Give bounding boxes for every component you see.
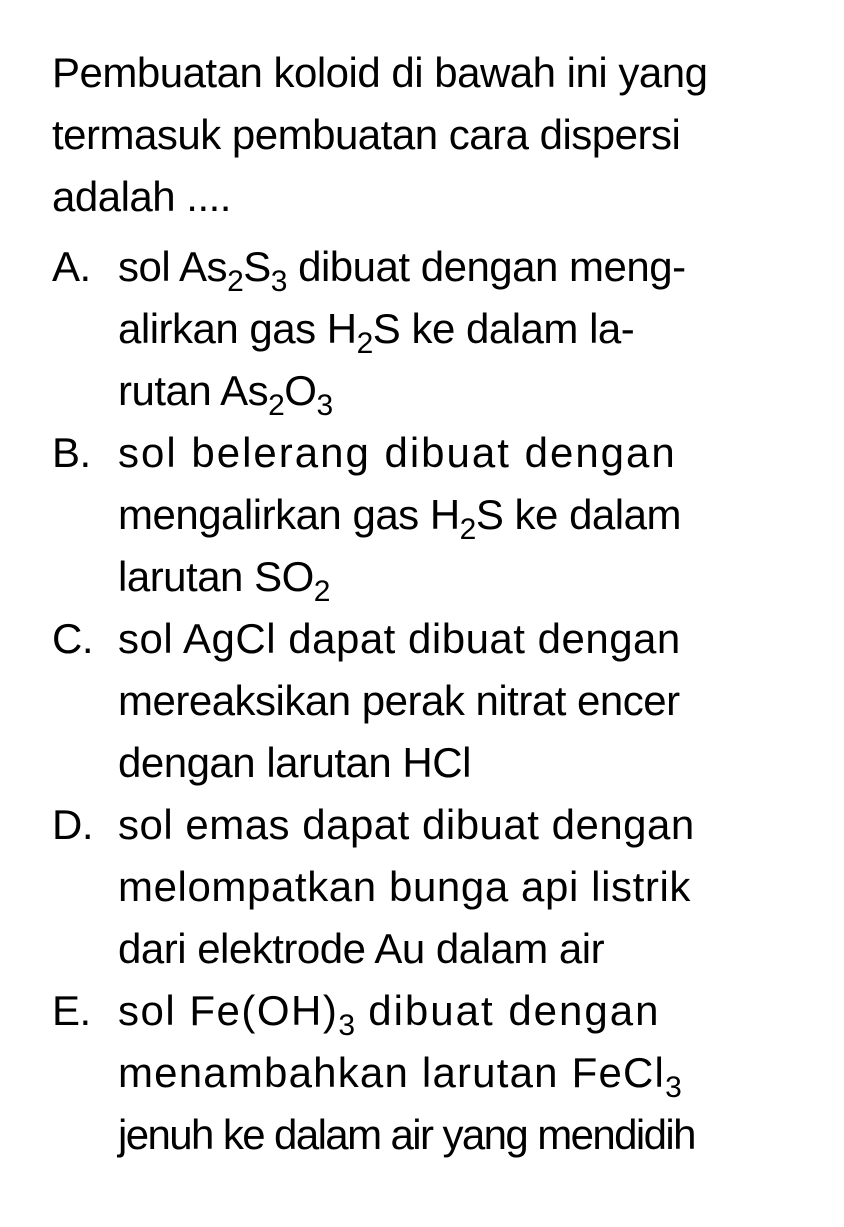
text-run: dengan larutan HCl: [118, 739, 471, 786]
option-letter: A.: [52, 243, 91, 290]
text-run: S ke dalam la-: [372, 305, 635, 352]
option-c-line-1: [52, 608, 792, 670]
text-run: sol Fe(OH): [118, 987, 339, 1034]
question-stem-line-3: adalah ....: [52, 173, 231, 220]
question-block: [52, 42, 792, 1166]
text-run: dibuat dengan meng-: [286, 243, 686, 290]
question-stem-line-1: Pembuatan koloid di bawah ini yang: [52, 49, 708, 96]
subscript: 2: [227, 265, 244, 298]
text-run: dari elektrode Au dalam air: [118, 925, 605, 972]
subscript: 2: [268, 389, 285, 422]
subscript: 3: [270, 265, 287, 298]
subscript: 2: [459, 513, 476, 546]
option-b-line-2: [52, 484, 792, 546]
text-run: alirkan gas H: [118, 305, 357, 352]
text-run: jenuh ke dalam air yang mendidih: [118, 1111, 695, 1158]
text-run: melompatkan bunga api listrik: [118, 863, 692, 910]
text-run: larutan SO: [118, 553, 314, 600]
option-letter: E.: [52, 987, 91, 1034]
option-b[interactable]: [52, 422, 792, 608]
option-a[interactable]: [52, 236, 792, 422]
option-d-line-2: [52, 856, 792, 918]
option-d[interactable]: [52, 794, 792, 980]
option-c[interactable]: [52, 608, 792, 794]
option-b-line-1: [52, 422, 792, 484]
option-letter: C.: [52, 615, 93, 662]
option-e-line-2: [52, 1042, 792, 1104]
option-letter: B.: [52, 429, 91, 476]
text-run: mengalirkan gas H: [118, 491, 460, 538]
subscript: 2: [313, 575, 330, 608]
text-run: sol emas dapat dibuat dengan: [118, 801, 695, 848]
option-a-line-3: [52, 360, 792, 422]
option-a-line-1: [52, 236, 792, 298]
text-run: O: [284, 367, 317, 414]
text-run: rutan As: [118, 367, 269, 414]
option-c-line-2: [52, 670, 792, 732]
option-a-line-2: [52, 298, 792, 360]
text-run: S: [243, 243, 271, 290]
text-run: sol As: [118, 243, 228, 290]
subscript: 2: [356, 327, 373, 360]
subscript: 3: [338, 1009, 355, 1042]
option-e-line-1: [52, 980, 792, 1042]
option-b-line-3: [52, 546, 792, 608]
text-run: menambahkan larutan FeCl: [118, 1049, 666, 1096]
subscript: 3: [316, 389, 333, 422]
option-c-line-3: [52, 732, 792, 794]
option-d-line-3: [52, 918, 792, 980]
text-run: sol AgCl dapat dibuat dengan: [118, 615, 681, 662]
text-run: dibuat dengan: [354, 987, 661, 1034]
option-e[interactable]: [52, 980, 792, 1166]
text-run: S ke dalam: [475, 491, 681, 538]
subscript: 3: [665, 1071, 682, 1104]
text-run: mereaksikan perak nitrat encer: [118, 677, 680, 724]
option-d-line-1: [52, 794, 792, 856]
text-run: sol belerang dibuat dengan: [118, 429, 677, 476]
option-e-line-3: [52, 1104, 792, 1166]
option-letter: D.: [52, 801, 93, 848]
question-stem-line-2: termasuk pembuatan cara dispersi: [52, 111, 681, 158]
